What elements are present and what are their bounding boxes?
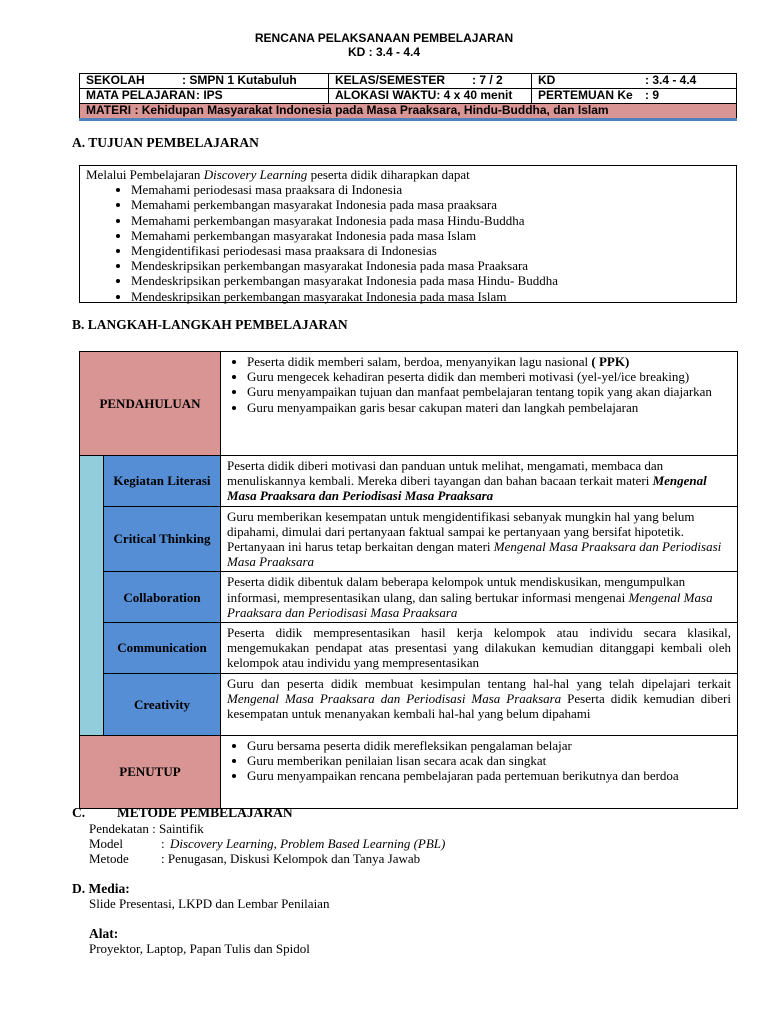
list-item: • Guru menyampaikan tujuan dan manfaat pembelajaran tentang topik yang akan diajarkan <box>247 384 731 399</box>
list-item: • Memahami perkembangan masyarakat Indonesia pada masa Hindu-Buddha <box>131 213 730 228</box>
document-subtitle-kd: KD : 3.4 - 4.4 <box>347 45 421 59</box>
info-mapel: MATA PELAJARAN: IPS <box>80 89 329 104</box>
list-item: • Mengidentifikasi periodesasi masa praaksara di Indonesias <box>131 243 730 258</box>
list-item: • Memahami periodesasi masa praaksara di Indonesia <box>131 182 730 197</box>
list-item: • Guru memberikan penilaian lisan secara acak dan singkat <box>247 753 731 768</box>
info-pertemuan: PERTEMUAN Ke : 9 <box>532 89 737 104</box>
info-materi: MATERI : Kehidupan Masyarakat Indonesia pada Masa Praaksara, Hindu-Buddha, dan Islam <box>80 104 737 120</box>
list-item: • Memahami perkembangan masyarakat Indonesia pada masa Islam <box>131 228 730 243</box>
communication-content: Peserta didik mempresentasikan hasil kerja kelompok atau individu secara klasikal, mengemukakan pendapat atas presentasi yang dilakukan kemudian ditanggapi kembali oleh kelompok atau individu yang mempresentasikan <box>221 623 738 674</box>
list-item: • Guru bersama peserta didik merefleksikan pengalaman belajar <box>247 738 731 753</box>
penutup-content <box>221 735 738 808</box>
list-item: • Guru menyampaikan rencana pembelajaran pada pertemuan berikutnya dan berdoa <box>247 768 731 783</box>
tujuan-list <box>86 182 730 304</box>
list-item: • Guru mengecek kehadiran peserta didik dan memberi motivasi (yel-yel/ice breaking) <box>247 369 731 384</box>
critical-thinking-content: Guru memberikan kesempatan untuk mengidentifikasi sebanyak mungkin hal yang belum dipahami, dimulai dari pertanyaan faktual sampai ke pertanyaan yang bersifat hipotetik. Pertanyaan ini harus tetap berkaitan dengan materi Mengenal Masa Praaksara dan Periodisasi Masa Praaksara <box>221 506 738 572</box>
langkah-table <box>79 351 738 809</box>
metode-model-label: Model <box>89 836 123 851</box>
section-b-heading: B. LANGKAH-LANGKAH PEMBELAJARAN <box>72 317 348 332</box>
kegiatan-inti-bar <box>80 456 104 736</box>
metode-model-value: Discovery Learning, Problem Based Learning (PBL) <box>170 836 446 851</box>
section-d-heading: D. Media: <box>72 881 130 896</box>
info-alokasi: ALOKASI WAKTU: 4 x 40 menit <box>329 89 532 104</box>
communication-label: Communication <box>104 623 221 674</box>
creativity-label: Creativity <box>104 673 221 735</box>
info-sekolah: SEKOLAH : SMPN 1 Kutabuluh <box>80 74 329 89</box>
info-table <box>79 73 737 121</box>
list-item: • Mendeskripsikan perkembangan masyarakat Indonesia pada masa Islam <box>131 289 730 304</box>
kegiatan-literasi-label: Kegiatan Literasi <box>104 456 221 507</box>
pendahuluan-label: PENDAHULUAN <box>80 352 221 456</box>
info-kelas: KELAS/SEMESTER : 7 / 2 <box>329 74 532 89</box>
list-item: • Mendeskripsikan perkembangan masyarakat Indonesia pada masa Hindu- Buddha <box>131 273 730 288</box>
tujuan-box <box>79 165 737 303</box>
collaboration-content: Peserta didik dibentuk dalam beberapa kelompok untuk mendiskusikan, mengumpulkan informasi, mempresentasikan ulang, dan saling bertukar informasi mengenai Mengenal Masa Praaksara dan Periodisasi Masa Praaksara <box>221 572 738 623</box>
tujuan-intro: Melalui Pembelajaran Discovery Learning peserta didik diharapkan dapat <box>86 167 470 182</box>
metode-pendekatan: Pendekatan : Saintifik <box>89 821 204 836</box>
alat-value: Proyektor, Laptop, Papan Tulis dan Spidol <box>89 941 310 956</box>
section-a-heading: A. TUJUAN PEMBELAJARAN <box>72 135 259 150</box>
pendahuluan-content <box>221 352 738 456</box>
media-value: Slide Presentasi, LKPD dan Lembar Penilaian <box>89 896 330 911</box>
section-c-number: C. <box>72 805 86 820</box>
list-item: • Mendeskripsikan perkembangan masyarakat Indonesia pada masa Praaksara <box>131 258 730 273</box>
metode-metode-value: : Penugasan, Diskusi Kelompok dan Tanya Jawab <box>161 851 421 866</box>
critical-thinking-label: Critical Thinking <box>104 506 221 572</box>
document-title: RENCANA PELAKSANAAN PEMBELAJARAN <box>254 31 514 45</box>
metode-model-colon: : <box>161 836 165 851</box>
section-c-heading: METODE PEMBELAJARAN <box>117 805 293 820</box>
alat-heading: Alat: <box>89 926 119 941</box>
list-item: • Peserta didik memberi salam, berdoa, menyanyikan lagu nasional ( PPK) <box>247 354 731 369</box>
info-kd: KD : 3.4 - 4.4 <box>532 74 737 89</box>
list-item: • Memahami perkembangan masyarakat Indonesia pada masa praaksara <box>131 197 730 212</box>
penutup-label: PENUTUP <box>80 735 221 808</box>
collaboration-label: Collaboration <box>104 572 221 623</box>
creativity-content: Guru dan peserta didik membuat kesimpulan tentang hal-hal yang telah dipelajari terkait Mengenal Masa Praaksara dan Periodisasi Masa Praaksara Peserta didik kemudian diberi kesempatan untuk menanyakan kembali hal-hal yang belum dipahami <box>221 673 738 735</box>
kegiatan-literasi-content: Peserta didik diberi motivasi dan panduan untuk melihat, mengamati, membaca dan menuliskannya kembali. Mereka diberi tayangan dan bahan bacaan terkait materi Mengenal Masa Praaksara dan Periodisasi Masa Praaksara <box>221 456 738 507</box>
metode-metode-label: Metode <box>89 851 129 866</box>
list-item: • Guru menyampaikan garis besar cakupan materi dan langkah pembelajaran <box>247 400 731 415</box>
